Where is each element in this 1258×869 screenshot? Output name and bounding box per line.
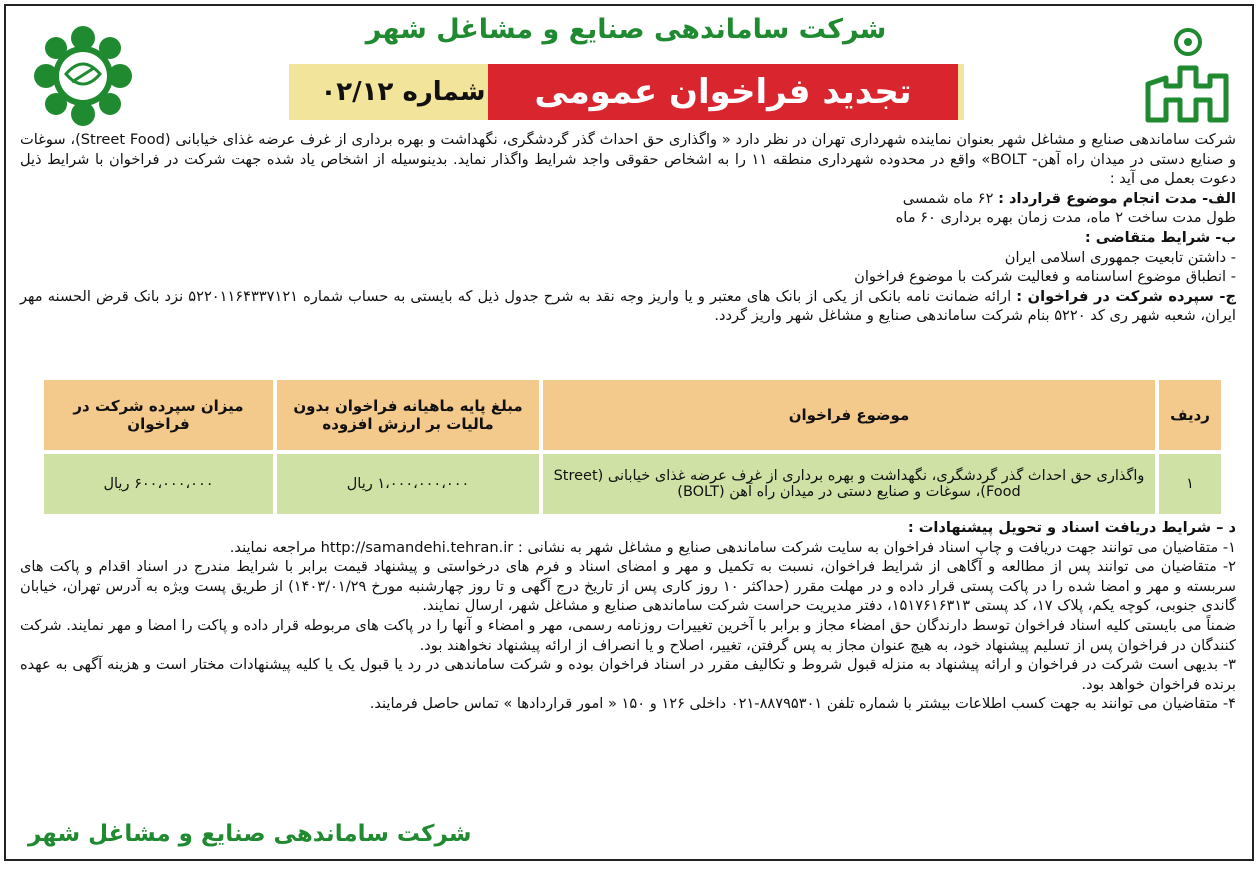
cell-row-number: ۱ bbox=[1159, 454, 1221, 514]
section-a-value: ۶۲ ماه شمسی bbox=[902, 189, 994, 207]
section-b-heading: ب- شرایط متقاضی : bbox=[1084, 228, 1236, 246]
section-d bbox=[20, 518, 1236, 714]
section-b-item: - انطباق موضوع اساسنامه و فعالیت شرکت با موضوع فراخوان bbox=[854, 268, 1236, 286]
section-a bbox=[20, 189, 1236, 209]
section-a-detail: طول مدت ساخت ۲ ماه، مدت زمان بهره برداری ۶۰ ماه bbox=[895, 209, 1236, 227]
section-b-item: - داشتن تابعیت جمهوری اسلامی ایران bbox=[1004, 248, 1236, 266]
header-base-amount: مبلغ پایه ماهیانه فراخوان بدون مالیات بر ارزش افزوده bbox=[277, 380, 539, 450]
section-d-item-4: ۴- متقاضیان می توانند به جهت کسب اطلاعات بیشتر با شماره تلفن ۸۸۷۹۵۳۰۱-۰۲۱ داخلی ۱۲۶ و ۱۵۰ « امور قراردادها » تماس حاصل فرمایند. bbox=[369, 695, 1236, 713]
samandehi-logo-icon bbox=[1136, 24, 1236, 132]
deposit-table bbox=[40, 376, 1225, 518]
announcement-title: تجدید فراخوان عمومی bbox=[488, 64, 958, 120]
section-d-item-1 bbox=[20, 538, 1236, 558]
header-row-number: ردیف bbox=[1159, 380, 1221, 450]
announcement-body bbox=[20, 130, 1236, 326]
website-link[interactable]: http://samandehi.tehran.ir bbox=[320, 538, 514, 556]
cell-base-amount: ۱،۰۰۰،۰۰۰،۰۰۰ ریال bbox=[277, 454, 539, 514]
table-row bbox=[44, 454, 1221, 514]
header-deposit: میزان سپرده شرکت در فراخوان bbox=[44, 380, 273, 450]
announcement-page bbox=[4, 4, 1254, 861]
section-c-text: ارائه ضمانت نامه بانکی از یکی از بانک های معتبر و یا واریز وجه نقد به شرح جدول ذیل که بایستی به حساب شماره ۵۲۲۰۱۱۶۴۳۳۷۱۲۱ نزد بانک قرض الحسنه مهر ایران، شعبه شهر ری کد ۵۲۲۰ بنام شرکت ساماندهی صنایع و مشاغل شهر واریز گردد. bbox=[20, 287, 1236, 325]
cell-deposit: ۶۰۰،۰۰۰،۰۰۰ ریال bbox=[44, 454, 273, 514]
section-a-heading: الف- مدت انجام موضوع قرارداد : bbox=[998, 189, 1236, 207]
title-banner bbox=[289, 64, 964, 120]
table-header-row bbox=[44, 380, 1221, 450]
announcement-number: شماره ۰۲/۱۲ bbox=[320, 77, 486, 107]
intro-paragraph: شرکت ساماندهی صنایع و مشاغل شهر بعنوان نماینده شهرداری تهران در نظر دارد « واگذاری حق احداث گذر گردشگری، نگهداشت و بهره برداری از غرف عرضه غذای خیابانی (Street Food)، سوغات و صنایع دستی در میدان راه آهن- BOLT» واقع در محدوده شهرداری منطقه ۱۱ را به اشخاص حقوقی واجد شرایط واگذار نماید. بدینوسیله از اشخاص یاد شده جهت شرکت در فراخوان با شرایط ذیل دعوت بعمل می آید : bbox=[20, 131, 1236, 188]
section-d-item-3: ۳- بدیهی است شرکت در فراخوان و ارائه پیشنهاد به منزله قبول شروط و تکالیف مقرر در اسناد فراخوان بوده و شرکت ساماندهی در رد یا قبول یک یا کلیه پیشنهادات مختار است و هزینه آگهی به عهده برنده فراخوان خواهد بود. bbox=[20, 656, 1236, 693]
section-d-item-2: ۲- متقاضیان می توانند پس از مطالعه و آگاهی از شرایط فراخوان، نسبت به تکمیل و مهر و امضای اسناد و فرم های درخواستی و پیشنهاد قیمت برابر با شرایط مندرج در اسناد اقدام و پاکت های سربسته و مهر و امضا شده را در پاکت پستی قرار داده و در مهلت مقرر (حداکثر ۱۰ روز کاری پس از تاریخ درج آگهی و تا روز چهارشنبه مورخ ۱۴۰۳/۰۱/۲۹) از طریق پست ویژه به آدرس تهران، خیابان گاندی جنوبی، کوچه یکم، پلاک ۱۷، کد پستی ۱۵۱۷۶۱۶۳۱۳، دفتر مدیریت حراست شرکت ساماندهی صنایع و مشاغل شهر، ارسال نمایند. bbox=[20, 558, 1237, 615]
header-subject: موضوع فراخوان bbox=[543, 380, 1155, 450]
item-1-end: مراجعه نمایند. bbox=[229, 538, 316, 556]
tehran-municipality-logo-icon bbox=[28, 24, 138, 129]
company-name-footer: شرکت ساماندهی صنایع و مشاغل شهر bbox=[28, 821, 472, 847]
section-c-heading: ج- سپرده شرکت در فراخوان : bbox=[1016, 287, 1236, 305]
company-name-header: شرکت ساماندهی صنایع و مشاغل شهر bbox=[365, 14, 887, 45]
section-d-heading: د – شرایط دریافت اسناد و تحویل پیشنهادات : bbox=[907, 519, 1236, 536]
section-d-note: ضمناً می بایستی کلیه اسناد فراخوان توسط دارندگان حق امضاء مجاز و برابر با آخرین تغییرات روزنامه رسمی، مهر و امضاء و آنها را در پاکت های مربوطه قرار داده و پاکت را امضا و مهر نمایند. شرکت کنندگان در فراخوان پس از تسلیم پیشنهاد خود، به هیچ عنوان مجاز به پس گرفتن، تغییر، اصلاح و یا انصراف از ارائه پیشنهاد نخواهند بود. bbox=[20, 616, 1236, 654]
section-c bbox=[20, 287, 1236, 326]
item-1-text: ۱- متقاضیان می توانند جهت دریافت و چاپ اسناد فراخوان به سایت شرکت ساماندهی صنایع و مشاغل شهر به نشانی : bbox=[517, 538, 1236, 556]
cell-subject: واگذاری حق احداث گذر گردشگری، نگهداشت و بهره برداری از غرف عرضه غذای خیابانی (Street Food)، سوغات و صنایع دستی در میدان راه آهن (BOLT) bbox=[543, 454, 1155, 514]
